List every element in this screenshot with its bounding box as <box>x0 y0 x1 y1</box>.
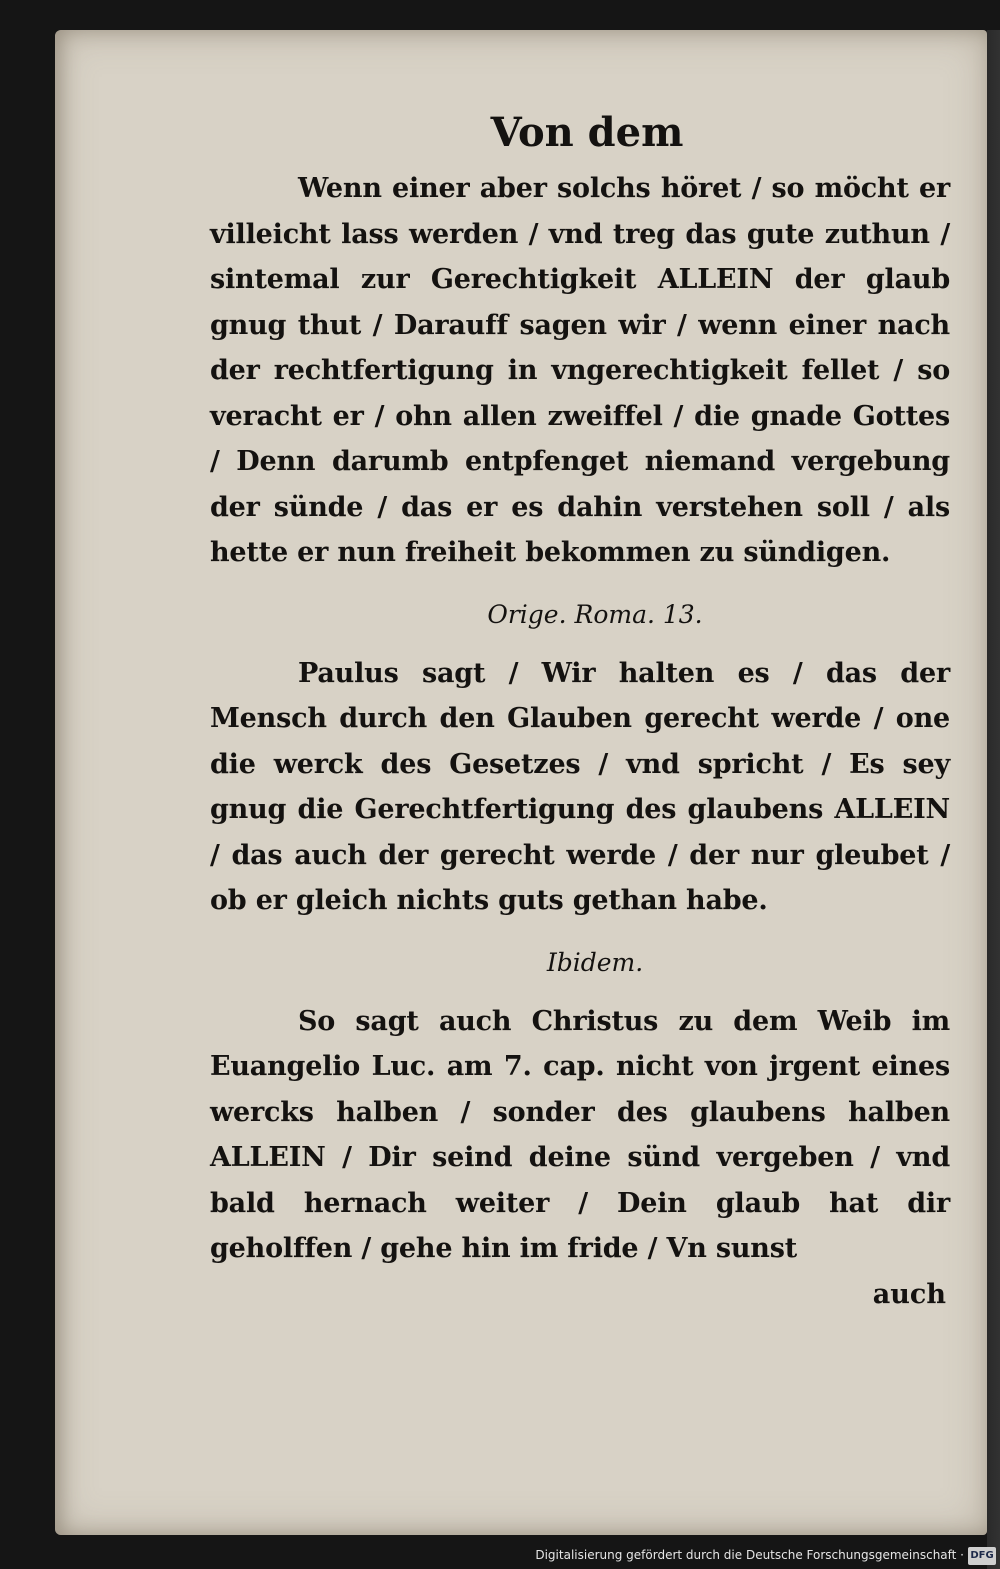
paragraph-2: Paulus sagt / Wir halten es / das der Mensch durch den Glauben gerecht werde / one die werck des Gesetzes / vnd spricht / Es sey gnug die Gerechtfertigung des glaubens ALLEIN / das auch der gerecht werde / der nur gleubet / ob er gleich nichts guts gethan habe. <box>210 657 950 916</box>
page-text-block <box>210 100 950 1317</box>
section-heading-ibidem: Ibidem. <box>546 947 644 977</box>
digitization-credit: Digitalisierung gefördert durch die Deutsche Forschungsgemeinschaft · <box>535 1548 964 1562</box>
catchword: auch <box>872 1278 946 1310</box>
section-heading-origenes: Orige. Roma. 13. <box>487 599 703 629</box>
dfg-logo-icon: DFG <box>968 1547 996 1565</box>
running-head: Von dem <box>490 109 684 156</box>
paragraph-3: So sagt auch Christus zu dem Weib im Euangelio Luc. am 7. cap. nicht von jrgent eines wercks halben / sonder des glaubens halben ALLEIN / Dir seind deine sünd vergeben / vnd bald hernach weiter / Dein glaub hat dir geholffen / gehe hin im fride / Vn sunst <box>210 1005 950 1264</box>
paragraph-1: Wenn einer aber solchs höret / so möcht er villeicht lass werden / vnd treg das gute zuthun / sintemal zur Gerechtigkeit ALLEIN der glaub gnug thut / Darauff sagen wir / wenn einer nach der rechtfertigung in vngerechtigkeit fellet / so veracht er / ohn allen zweiffel / die gnade Gottes / Denn darumb entpfenget niemand vergebung der sünde / das er es dahin verstehen soll / als hette er nun freiheit bekommen zu sündigen. <box>210 173 950 568</box>
page-edge-shadow <box>987 30 1000 1569</box>
